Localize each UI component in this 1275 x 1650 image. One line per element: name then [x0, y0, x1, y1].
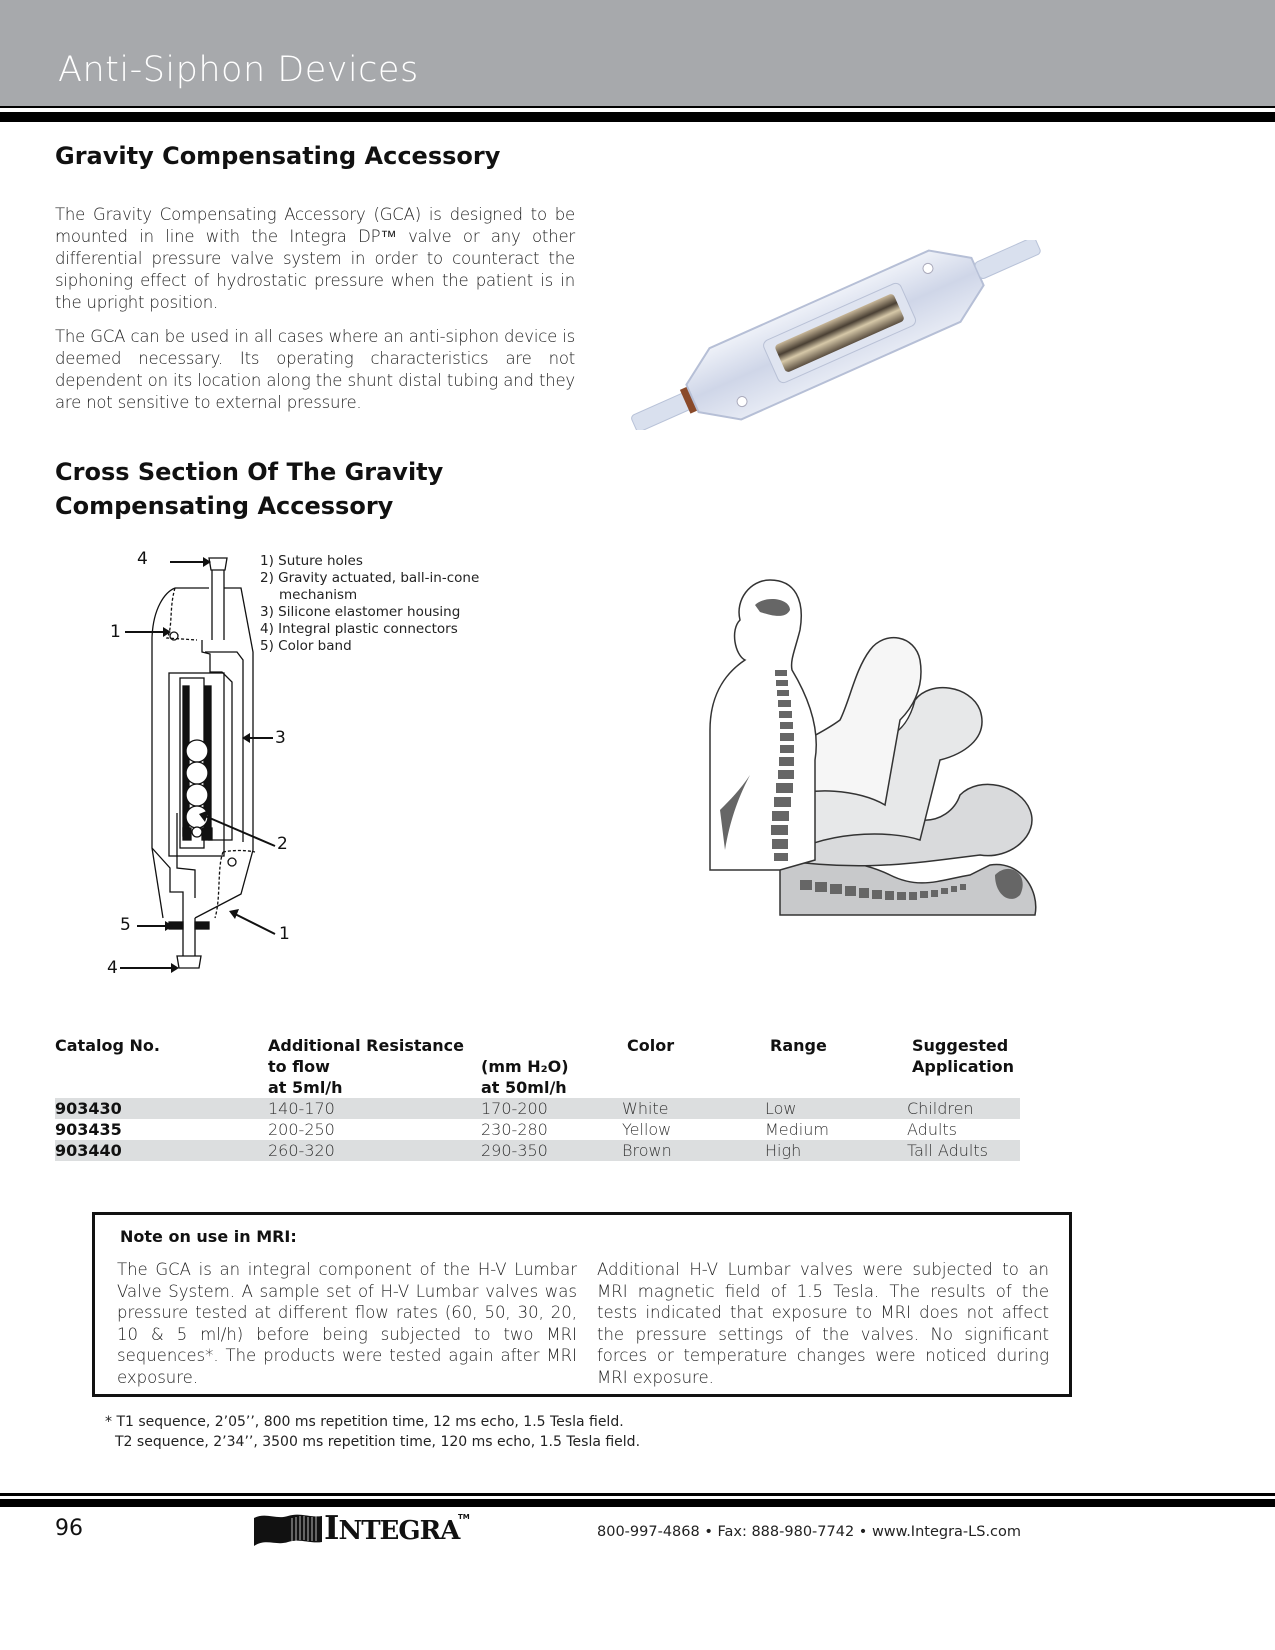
- cross-section-heading: [55, 455, 443, 523]
- mri-note-box: [92, 1212, 1072, 1397]
- cell-catalog: 903440: [55, 1140, 268, 1161]
- logo-trademark: TM: [458, 1513, 470, 1521]
- cell-application: Tall Adults: [907, 1140, 1020, 1161]
- callout-3: 3: [275, 728, 286, 748]
- header-range: Range: [770, 1036, 827, 1055]
- cell-at5: 140-170: [268, 1098, 481, 1119]
- cell-color: Brown: [622, 1140, 765, 1161]
- footnote-t1: * T1 sequence, 2’05’’, 800 ms repetition time, 12 ms echo, 1.5 Tesla field.: [105, 1414, 624, 1430]
- mri-note-column-1: The GCA is an integral component of the H-V Lumbar Valve System. A sample set of H-V Lumbar valves was pressure tested at different flow rates (60, 50, 30, 20, 10 & 5 ml/h) before being subjected to two MRI sequences*. The products were tested again after MRI exposure.: [117, 1260, 577, 1387]
- cell-catalog: 903430: [55, 1098, 268, 1119]
- legend-item: 4) Integral plastic connectors: [260, 621, 458, 637]
- cross-section-heading-line1: Cross Section Of The Gravity: [55, 458, 444, 486]
- specifications-table: [55, 1035, 1020, 1161]
- legend-item: 2) Gravity actuated, ball-in-cone mechanism: [260, 570, 480, 603]
- footer-rule-thick: [0, 1499, 1275, 1507]
- callout-1-bottom: 1: [279, 924, 290, 944]
- legend-item: 5) Color band: [260, 638, 352, 654]
- gca-paragraph-2: The GCA can be used in all cases where an anti-siphon device is deemed necessary. Its operating characteristics are not dependent on its location along the shunt distal tubing and they are not sensitive to external pressure.: [55, 327, 575, 412]
- cell-color: White: [622, 1098, 765, 1119]
- integra-logo-flag-icon: [252, 1512, 324, 1548]
- footer-rule-thin: [0, 1493, 1275, 1496]
- cell-application: Children: [907, 1098, 1020, 1119]
- legend-item: 3) Silicone elastomer housing: [260, 604, 461, 620]
- page-section-title: Anti-Siphon Devices: [58, 50, 419, 90]
- callout-5: 5: [120, 915, 131, 935]
- header-application-line1: Suggested: [912, 1036, 1009, 1055]
- cross-section-heading-line2: Compensating Accessory: [55, 492, 394, 520]
- diagram-legend: [260, 553, 500, 655]
- callout-4-bottom: 4: [107, 958, 118, 978]
- mri-note-column-2: Additional H-V Lumbar valves were subjected to an MRI magnetic field of 1.5 Tesla. The results of the tests indicated that exposure to MRI does not affect the pressure settings of the valves. No significant forces or temperature changes were noticed during MRI exposure.: [597, 1260, 1049, 1387]
- header-application: [907, 1035, 1020, 1098]
- header-rule-thick: [0, 112, 1275, 122]
- mri-note-title: Note on use in MRI:: [120, 1227, 297, 1246]
- header-unit-label: (mm H₂O): [481, 1057, 569, 1076]
- cell-at50: 170-200: [481, 1098, 622, 1119]
- cell-at5: 200-250: [268, 1119, 481, 1140]
- cell-application: Adults: [907, 1119, 1020, 1140]
- footnote-t2: T2 sequence, 2’34’’, 3500 ms repetition time, 120 ms echo, 1.5 Tesla field.: [115, 1434, 641, 1450]
- table-row: [55, 1119, 1020, 1140]
- header-catalog: Catalog No.: [55, 1036, 160, 1055]
- header-rule-thin: [0, 106, 1275, 108]
- cell-at50: 290-350: [481, 1140, 622, 1161]
- logo-rest: NTEGRA: [338, 1516, 460, 1546]
- header-resistance: [268, 1035, 481, 1098]
- cell-at50: 230-280: [481, 1119, 622, 1140]
- legend-item: 1) Suture holes: [260, 553, 363, 569]
- cell-color: Yellow: [622, 1119, 765, 1140]
- gca-product-photo: [605, 240, 1065, 430]
- callout-1-top: 1: [110, 622, 121, 642]
- header-unit: [481, 1035, 622, 1098]
- cell-range: Medium: [765, 1119, 907, 1140]
- header-resistance-line1: Additional Resistance: [268, 1036, 465, 1055]
- integra-logo-text: [324, 1508, 459, 1547]
- cell-range: High: [765, 1140, 907, 1161]
- table-row: [55, 1140, 1020, 1161]
- table-row: [55, 1098, 1020, 1119]
- header-resistance-line2: to flow: [268, 1057, 330, 1076]
- gca-heading: Gravity Compensating Accessory: [55, 142, 501, 170]
- header-at50: at 50ml/h: [481, 1078, 567, 1097]
- cell-at5: 260-320: [268, 1140, 481, 1161]
- posture-illustration: [690, 560, 1070, 920]
- header-color: Color: [627, 1036, 675, 1055]
- callout-2: 2: [277, 834, 288, 854]
- cell-catalog: 903435: [55, 1119, 268, 1140]
- mri-footnotes: [105, 1412, 640, 1452]
- callout-4-top: 4: [137, 549, 148, 569]
- table-header-row: [55, 1035, 1020, 1098]
- gca-description: [55, 204, 575, 426]
- cell-range: Low: [765, 1098, 907, 1119]
- logo-initial: I: [324, 1508, 339, 1547]
- footer-contact-info: 800-997-4868 • Fax: 888-980-7742 • www.Integra-LS.com: [597, 1524, 1022, 1540]
- header-at5: at 5ml/h: [268, 1078, 343, 1097]
- page-number: 96: [55, 1516, 83, 1541]
- gca-paragraph-1: The Gravity Compensating Accessory (GCA) is designed to be mounted in line with the Integra DP™ valve or any other differential pressure valve system in order to counteract the siphoning effect of hydrostatic pressure when the patient is in the upright position.: [55, 205, 575, 312]
- header-application-line2: Application: [912, 1057, 1015, 1076]
